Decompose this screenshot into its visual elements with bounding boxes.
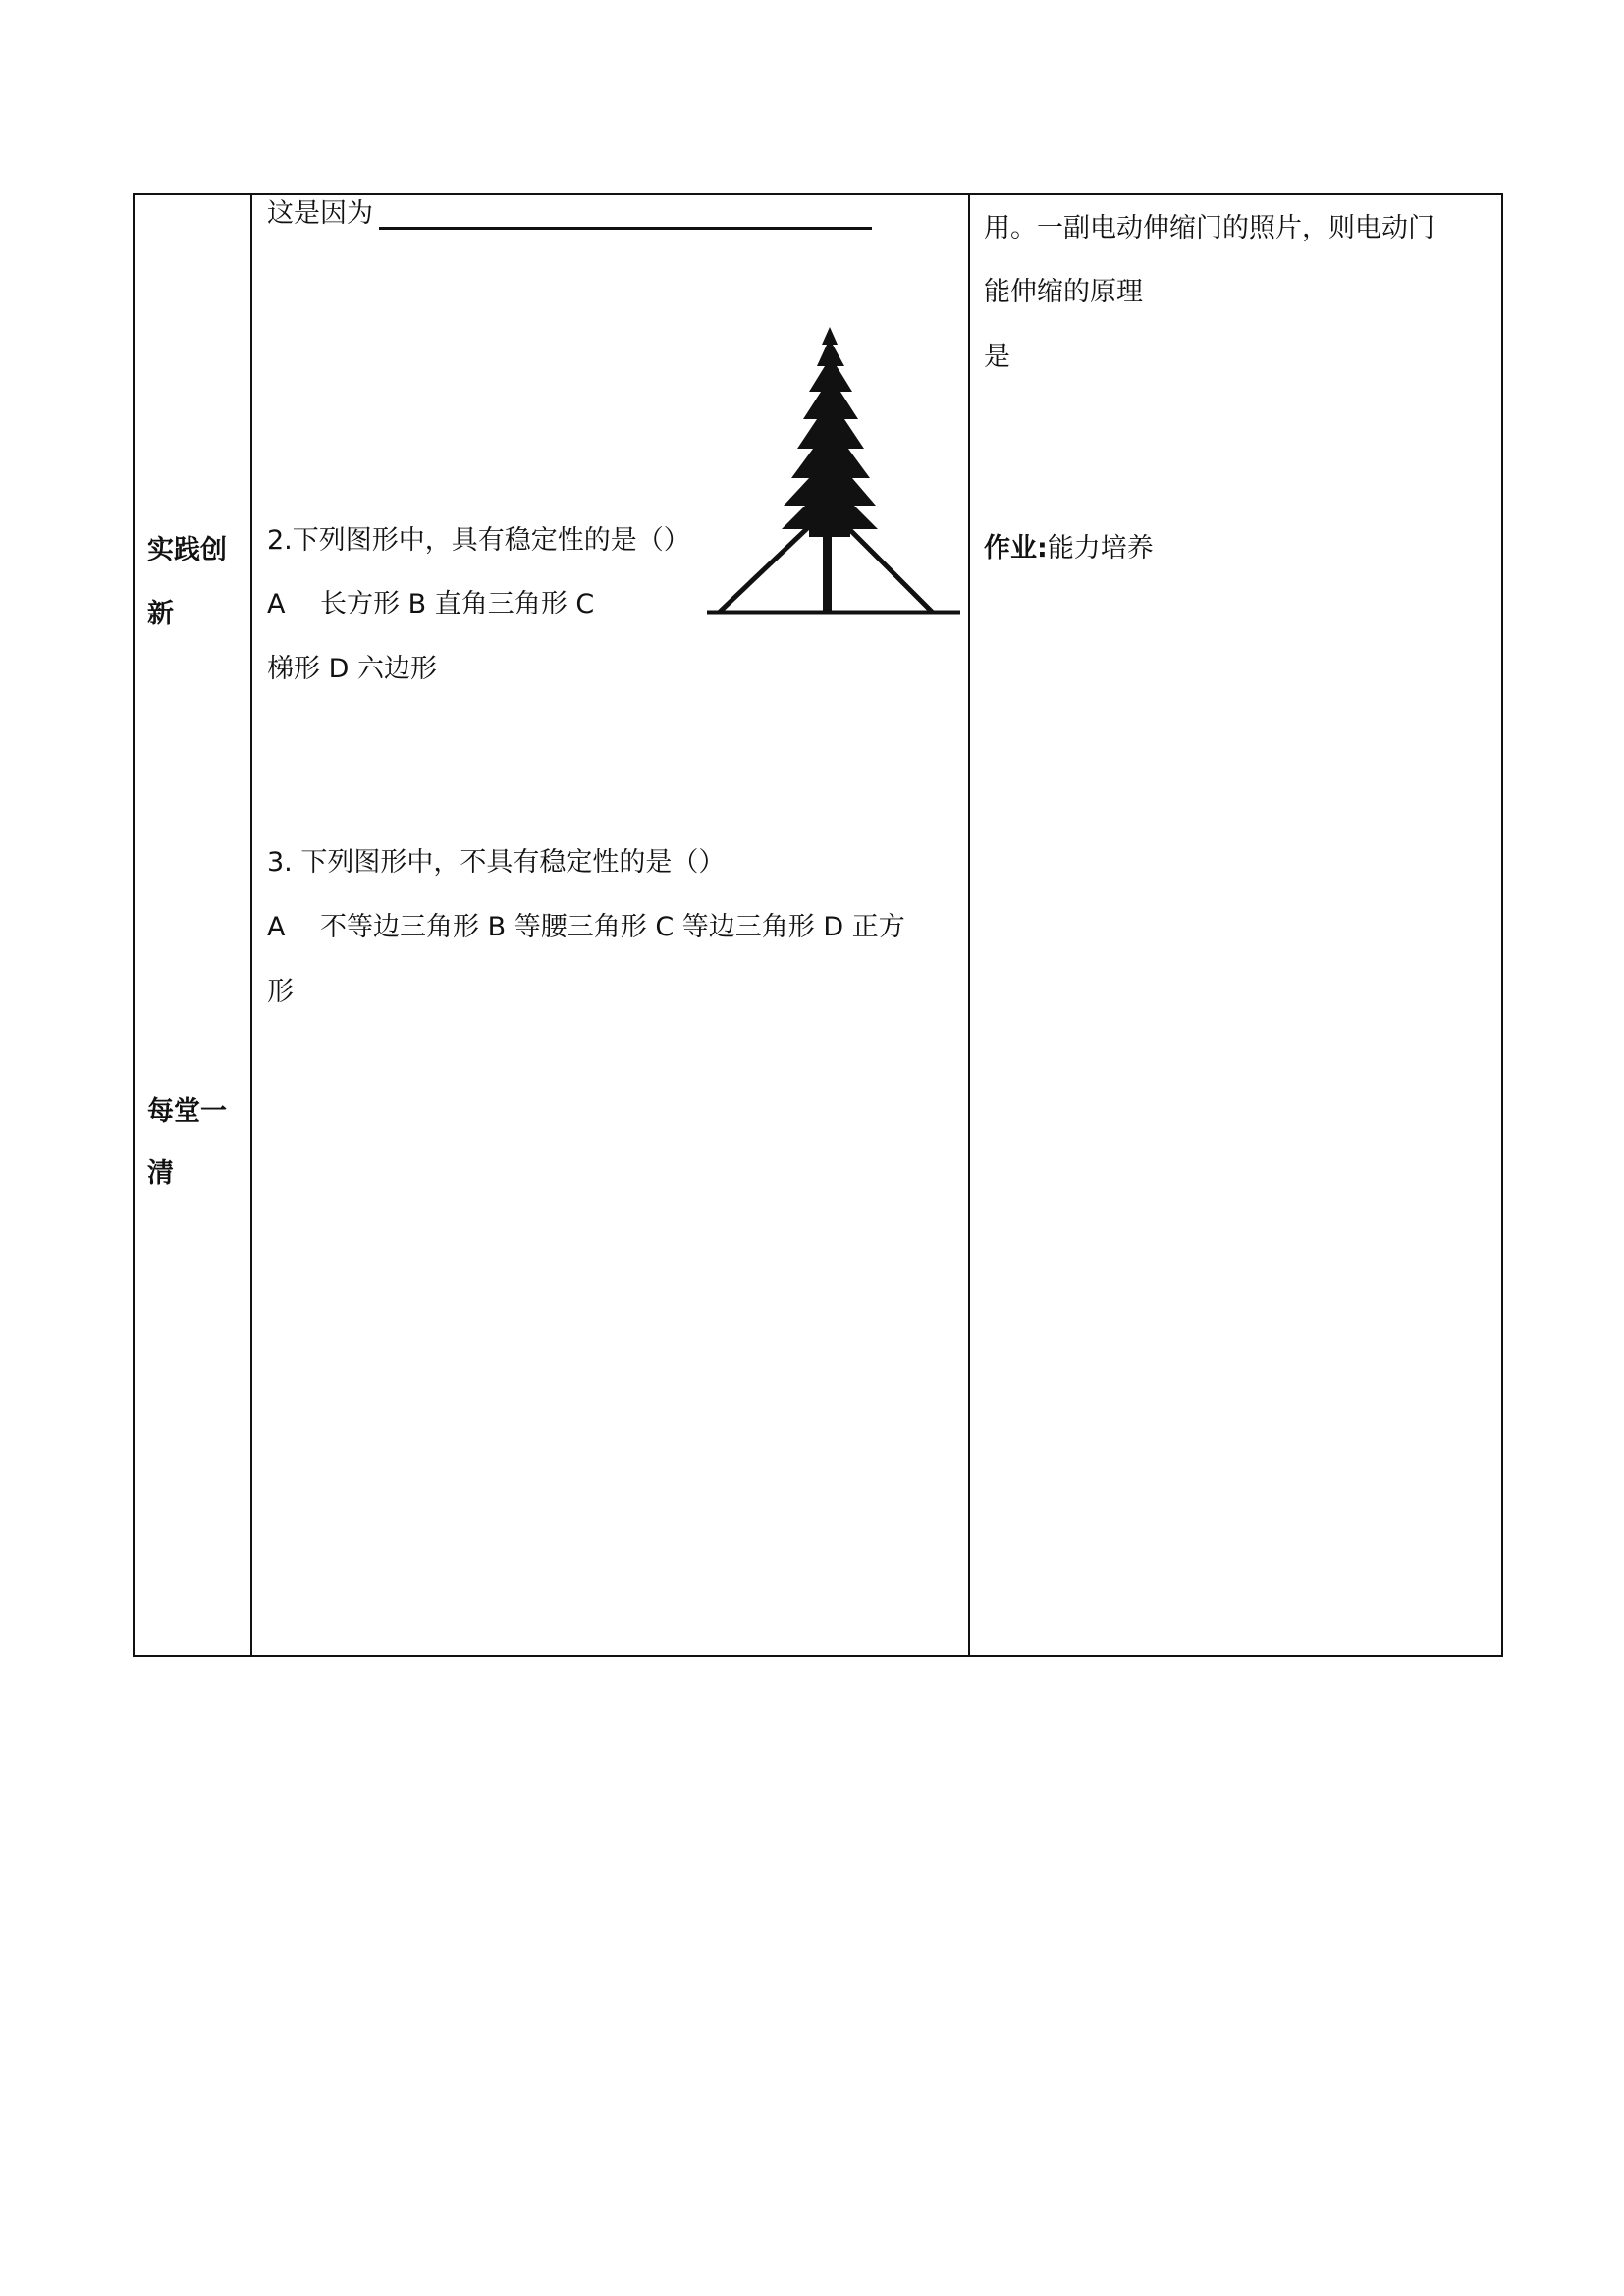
table-border-right: [1501, 193, 1503, 1657]
question2-title: 2.下列图形中，具有稳定性的是（）: [267, 525, 690, 556]
question2-options-line2: 梯形 D 六边形: [267, 654, 437, 684]
section-label-daily-line2: 清: [147, 1158, 174, 1189]
right-text-line2: 能伸缩的原理: [984, 277, 1143, 307]
question3-options-line2: 形: [267, 977, 294, 1007]
question1-prefix: 这是因为: [267, 198, 373, 229]
right-text-line1: 用。一副电动伸缩门的照片，则电动门: [984, 213, 1435, 243]
homework-text: 能力培养: [1047, 533, 1154, 563]
homework-label: 作业:: [984, 533, 1048, 563]
homework-line: [984, 531, 1154, 566]
section-label-practice-line1: 实践创: [147, 535, 227, 565]
table-border-left: [133, 193, 135, 1657]
tree-support-illustration: [707, 327, 962, 621]
table-divider-2: [968, 193, 970, 1657]
table-border-top: [133, 193, 1503, 195]
table-border-bottom: [133, 1655, 1503, 1657]
question3-title: 3. 下列图形中，不具有稳定性的是（）: [267, 847, 726, 878]
question2-options-line1: A 长方形 B 直角三角形 C: [267, 589, 595, 619]
table-divider-1: [250, 193, 252, 1657]
question3-options-line1: A 不等边三角形 B 等腰三角形 C 等边三角形 D 正方: [267, 912, 905, 942]
section-label-daily-line1: 每堂一: [147, 1096, 227, 1127]
section-label-practice-line2: 新: [147, 599, 174, 629]
question1-answer-blank: [379, 227, 872, 230]
right-text-line3: 是: [984, 342, 1010, 372]
